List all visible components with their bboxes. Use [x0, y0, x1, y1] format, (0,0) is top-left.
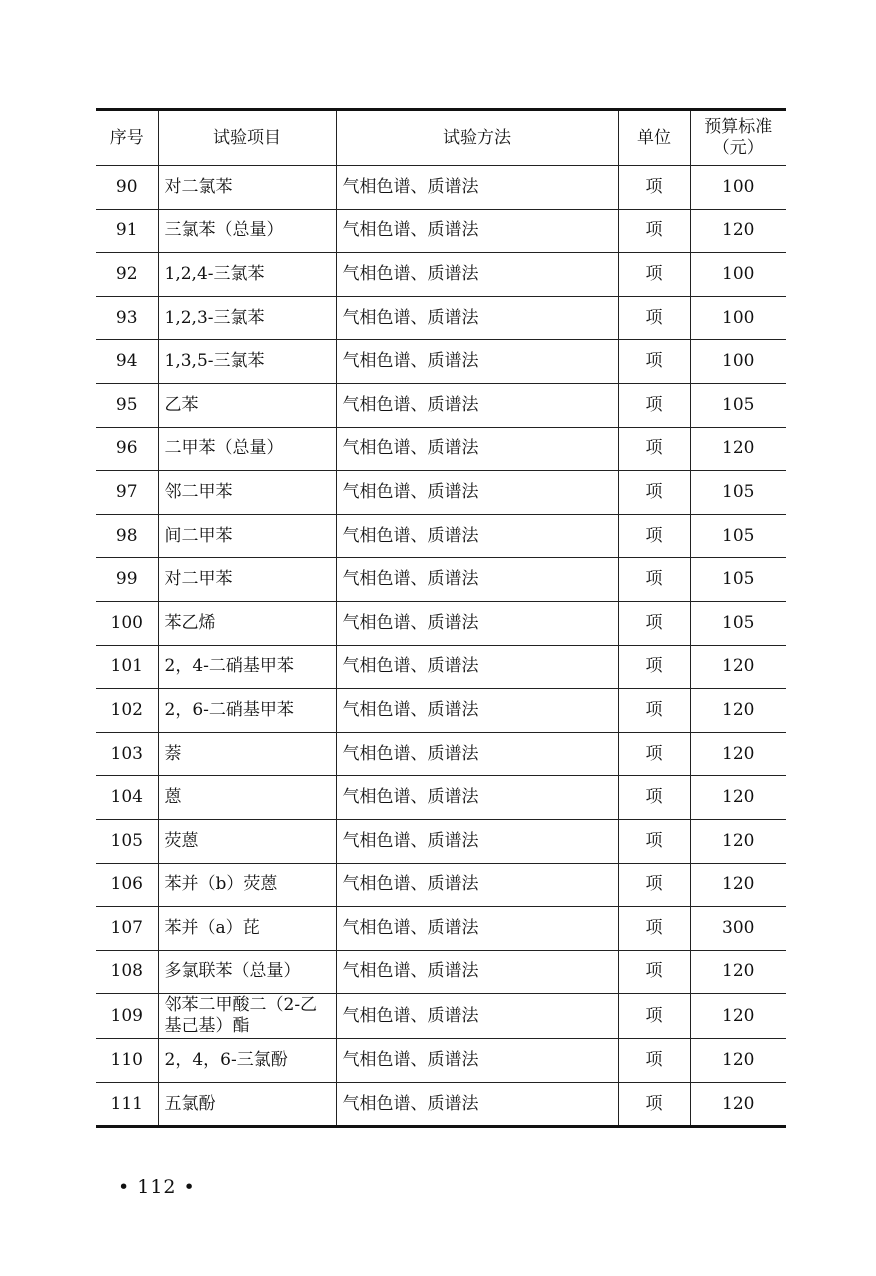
- table-row: [96, 209, 786, 253]
- cell-unit: 项: [618, 296, 690, 340]
- cell-method: 气相色谱、质谱法: [336, 645, 618, 689]
- cell-price: 120: [690, 863, 786, 907]
- cell-price: 100: [690, 296, 786, 340]
- cell-price: 120: [690, 1082, 786, 1127]
- cell-unit: 项: [618, 209, 690, 253]
- cell-method: 气相色谱、质谱法: [336, 514, 618, 558]
- cell-method: 气相色谱、质谱法: [336, 863, 618, 907]
- cell-no: 98: [96, 514, 158, 558]
- cell-unit: 项: [618, 950, 690, 994]
- cell-item: 三氯苯（总量）: [158, 209, 336, 253]
- table-row: [96, 383, 786, 427]
- cell-price: 100: [690, 253, 786, 297]
- cell-no: 95: [96, 383, 158, 427]
- cell-no: 100: [96, 601, 158, 645]
- cell-unit: 项: [618, 253, 690, 297]
- cell-unit: 项: [618, 601, 690, 645]
- table-row: [96, 427, 786, 471]
- cell-method: 气相色谱、质谱法: [336, 427, 618, 471]
- cell-item: 苯乙烯: [158, 601, 336, 645]
- cell-unit: 项: [618, 1039, 690, 1083]
- cell-price: 300: [690, 907, 786, 951]
- table-header: [96, 110, 786, 166]
- cell-method: 气相色谱、质谱法: [336, 296, 618, 340]
- cell-no: 99: [96, 558, 158, 602]
- cell-item: 邻二甲苯: [158, 471, 336, 515]
- cell-no: 91: [96, 209, 158, 253]
- cell-unit: 项: [618, 383, 690, 427]
- cell-no: 110: [96, 1039, 158, 1083]
- table-body: [96, 166, 786, 1127]
- cell-item: 五氯酚: [158, 1082, 336, 1127]
- cell-item: 蒽: [158, 776, 336, 820]
- table-row: [96, 601, 786, 645]
- cell-unit: 项: [618, 427, 690, 471]
- cell-price: 100: [690, 166, 786, 210]
- cell-method: 气相色谱、质谱法: [336, 776, 618, 820]
- cell-unit: 项: [618, 471, 690, 515]
- cell-item: 2，4-二硝基甲苯: [158, 645, 336, 689]
- cell-price: 120: [690, 732, 786, 776]
- cell-item: 2，4，6-三氯酚: [158, 1039, 336, 1083]
- cell-item: 间二甲苯: [158, 514, 336, 558]
- cell-method: 气相色谱、质谱法: [336, 994, 618, 1039]
- table-row: [96, 645, 786, 689]
- cell-method: 气相色谱、质谱法: [336, 819, 618, 863]
- cell-item: 对二氯苯: [158, 166, 336, 210]
- cell-method: 气相色谱、质谱法: [336, 689, 618, 733]
- table-row: [96, 166, 786, 210]
- cell-method: 气相色谱、质谱法: [336, 166, 618, 210]
- table-row: [96, 471, 786, 515]
- cell-item: 多氯联苯（总量）: [158, 950, 336, 994]
- header-item: 试验项目: [158, 110, 336, 166]
- cell-unit: 项: [618, 776, 690, 820]
- cell-price: 120: [690, 819, 786, 863]
- cell-no: 109: [96, 994, 158, 1039]
- cell-no: 111: [96, 1082, 158, 1127]
- cell-method: 气相色谱、质谱法: [336, 383, 618, 427]
- cell-item: 对二甲苯: [158, 558, 336, 602]
- table-row: [96, 819, 786, 863]
- cell-method: 气相色谱、质谱法: [336, 558, 618, 602]
- cell-no: 97: [96, 471, 158, 515]
- cell-method: 气相色谱、质谱法: [336, 209, 618, 253]
- cell-price: 120: [690, 776, 786, 820]
- cell-no: 103: [96, 732, 158, 776]
- cell-method: 气相色谱、质谱法: [336, 1082, 618, 1127]
- cell-unit: 项: [618, 732, 690, 776]
- table-row: [96, 340, 786, 384]
- header-row: [96, 110, 786, 166]
- cell-no: 92: [96, 253, 158, 297]
- cell-method: 气相色谱、质谱法: [336, 253, 618, 297]
- cell-price: 120: [690, 689, 786, 733]
- cell-method: 气相色谱、质谱法: [336, 340, 618, 384]
- cell-method: 气相色谱、质谱法: [336, 950, 618, 994]
- table-row: [96, 950, 786, 994]
- cell-item: 2，6-二硝基甲苯: [158, 689, 336, 733]
- cell-price: 120: [690, 1039, 786, 1083]
- table-row: [96, 994, 786, 1039]
- cell-no: 90: [96, 166, 158, 210]
- cell-no: 108: [96, 950, 158, 994]
- cell-unit: 项: [618, 863, 690, 907]
- cell-no: 102: [96, 689, 158, 733]
- header-price: 预算标准（元）: [690, 110, 786, 166]
- cell-item: 苯并（a）芘: [158, 907, 336, 951]
- cell-item: 邻苯二甲酸二（2-乙基己基）酯: [158, 994, 336, 1039]
- header-no: 序号: [96, 110, 158, 166]
- cell-method: 气相色谱、质谱法: [336, 1039, 618, 1083]
- cell-item: 萘: [158, 732, 336, 776]
- cell-item: 荧蒽: [158, 819, 336, 863]
- cell-unit: 项: [618, 166, 690, 210]
- table-row: [96, 863, 786, 907]
- cell-no: 106: [96, 863, 158, 907]
- table-row: [96, 558, 786, 602]
- page-number: • 112 •: [118, 1176, 196, 1198]
- table-row: [96, 1039, 786, 1083]
- table-row: [96, 776, 786, 820]
- cell-unit: 项: [618, 819, 690, 863]
- cell-unit: 项: [618, 907, 690, 951]
- cell-unit: 项: [618, 514, 690, 558]
- cell-no: 94: [96, 340, 158, 384]
- cell-no: 96: [96, 427, 158, 471]
- table-row: [96, 732, 786, 776]
- header-unit: 单位: [618, 110, 690, 166]
- cell-item: 1,2,4-三氯苯: [158, 253, 336, 297]
- cell-price: 105: [690, 471, 786, 515]
- cell-price: 100: [690, 340, 786, 384]
- cell-unit: 项: [618, 645, 690, 689]
- cell-unit: 项: [618, 994, 690, 1039]
- table-row: [96, 253, 786, 297]
- cell-price: 120: [690, 645, 786, 689]
- cell-unit: 项: [618, 558, 690, 602]
- budget-table: [96, 108, 786, 1128]
- cell-price: 105: [690, 558, 786, 602]
- cell-price: 105: [690, 383, 786, 427]
- cell-method: 气相色谱、质谱法: [336, 907, 618, 951]
- cell-no: 101: [96, 645, 158, 689]
- cell-price: 120: [690, 950, 786, 994]
- cell-item: 1,3,5-三氯苯: [158, 340, 336, 384]
- cell-no: 93: [96, 296, 158, 340]
- cell-unit: 项: [618, 689, 690, 733]
- table-row: [96, 689, 786, 733]
- cell-unit: 项: [618, 1082, 690, 1127]
- cell-item: 二甲苯（总量）: [158, 427, 336, 471]
- cell-method: 气相色谱、质谱法: [336, 471, 618, 515]
- cell-price: 120: [690, 994, 786, 1039]
- cell-price: 105: [690, 601, 786, 645]
- cell-unit: 项: [618, 340, 690, 384]
- table-row: [96, 514, 786, 558]
- table-row: [96, 1082, 786, 1127]
- header-method: 试验方法: [336, 110, 618, 166]
- cell-item: 1,2,3-三氯苯: [158, 296, 336, 340]
- cell-no: 107: [96, 907, 158, 951]
- cell-method: 气相色谱、质谱法: [336, 732, 618, 776]
- cell-price: 120: [690, 209, 786, 253]
- cell-no: 104: [96, 776, 158, 820]
- table-row: [96, 907, 786, 951]
- cell-method: 气相色谱、质谱法: [336, 601, 618, 645]
- cell-price: 120: [690, 427, 786, 471]
- cell-price: 105: [690, 514, 786, 558]
- table-row: [96, 296, 786, 340]
- cell-item: 乙苯: [158, 383, 336, 427]
- cell-no: 105: [96, 819, 158, 863]
- cell-item: 苯并（b）荧蒽: [158, 863, 336, 907]
